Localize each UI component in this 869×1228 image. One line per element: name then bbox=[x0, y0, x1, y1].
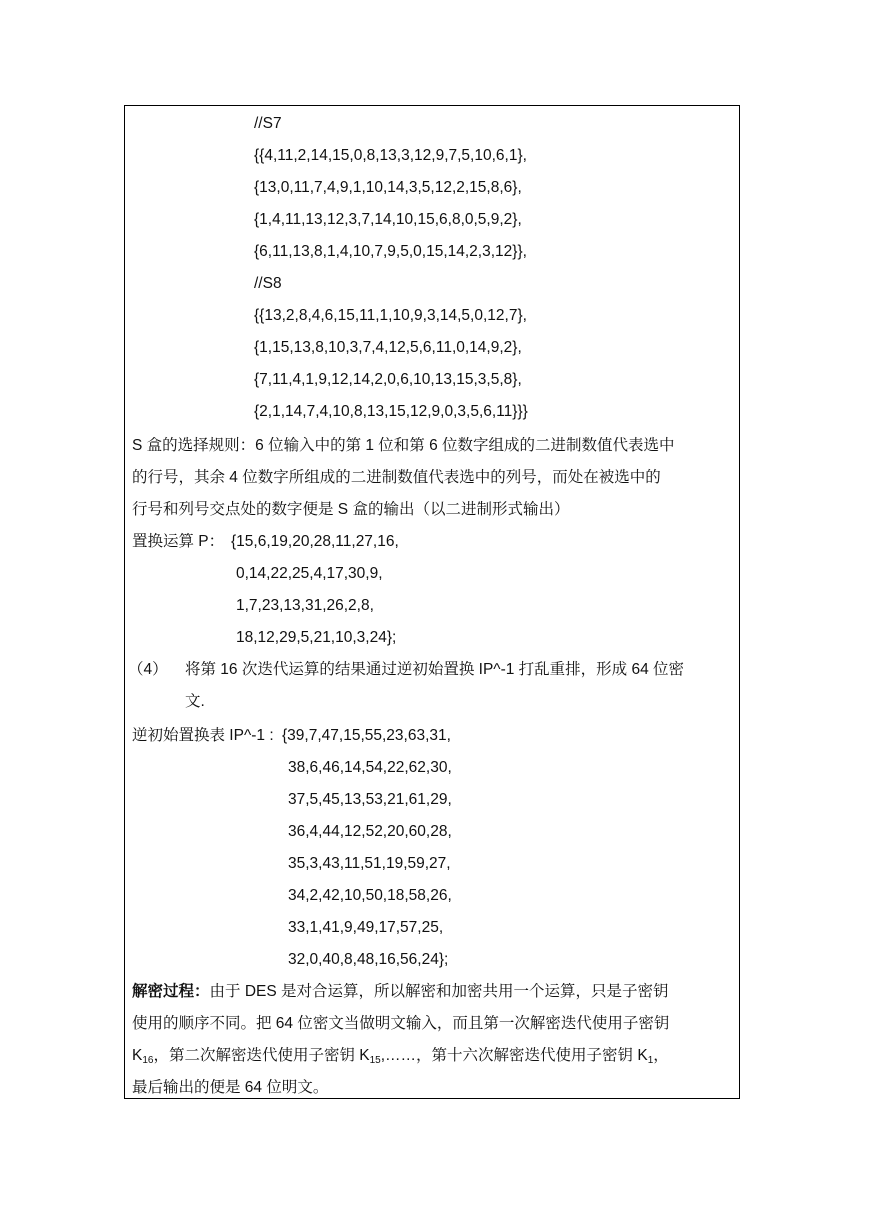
sbox-s7-comment: //S7 bbox=[254, 115, 282, 132]
step4-text-line: 文. bbox=[185, 693, 205, 710]
sbox-s7-row: {13,0,11,7,4,9,1,10,14,3,5,12,2,15,8,6}, bbox=[254, 179, 522, 196]
sbox-s8-row: {7,11,4,1,9,12,14,2,0,6,10,13,15,3,5,8}, bbox=[254, 371, 522, 388]
sbox-s7-row: {{4,11,2,14,15,0,8,13,3,12,9,7,5,10,6,1}, bbox=[254, 147, 527, 164]
inverse-ip-row: 38,6,46,14,54,22,62,30, bbox=[288, 759, 452, 776]
decryption-paragraph-line: 使用的顺序不同。把 64 位密文当做明文输入，而且第一次解密迭代使用子密钥 bbox=[132, 1015, 670, 1032]
inverse-ip-row: 35,3,43,11,51,19,59,27, bbox=[288, 855, 451, 872]
decryption-text: ， bbox=[653, 1047, 669, 1064]
inverse-ip-row: 37,5,45,13,53,21,61,29, bbox=[288, 791, 452, 808]
decryption-heading: 解密过程： bbox=[132, 983, 210, 1000]
permutation-p-row: 18,12,29,5,21,10,3,24}; bbox=[236, 629, 397, 646]
sbox-s8-row: {{13,2,8,4,6,15,11,1,10,9,3,14,5,0,12,7}, bbox=[254, 307, 527, 324]
sbox-s8-row: {1,15,13,8,10,3,7,4,12,5,6,11,0,14,9,2}, bbox=[254, 339, 522, 356]
inverse-ip-row: 36,4,44,12,52,20,60,28, bbox=[288, 823, 452, 840]
inverse-ip-row: {39,7,47,15,55,23,63,31, bbox=[282, 727, 451, 744]
sbox-rule-line: 行号和列号交点处的数字便是 S 盒的输出（以二进制形式输出） bbox=[132, 501, 570, 518]
decryption-paragraph-line: 最后输出的便是 64 位明文。 bbox=[132, 1079, 329, 1096]
sbox-s7-row: {1,4,11,13,12,3,7,14,10,15,6,8,0,5,9,2}, bbox=[254, 211, 522, 228]
inverse-ip-label: 逆初始置换表 IP^-1 : bbox=[132, 727, 274, 744]
permutation-p-row: 1,7,23,13,31,26,2,8, bbox=[236, 597, 374, 614]
inverse-ip-row: 33,1,41,9,49,17,57,25, bbox=[288, 919, 444, 936]
decryption-paragraph-line bbox=[132, 982, 669, 1002]
sbox-s7-row: {6,11,13,8,1,4,10,7,9,5,0,15,14,2,3,12}}, bbox=[254, 243, 527, 260]
subkey-k-letter: K bbox=[132, 1047, 143, 1064]
sbox-s8-row: {2,1,14,7,4,10,8,13,15,12,9,0,3,5,6,11}}} bbox=[254, 403, 528, 420]
sbox-rule-line: S 盒的选择规则：6 位输入中的第 1 位和第 6 位数字组成的二进制数值代表选中 bbox=[132, 437, 675, 454]
sbox-rule-line: 的行号，其余 4 位数字所组成的二进制数值代表选中的列号，而处在被选中的 bbox=[132, 469, 661, 486]
step4-text-line: 将第 16 次迭代运算的结果通过逆初始置换 IP^-1 打乱重排，形成 64 位密 bbox=[185, 661, 685, 678]
decryption-text: 由于 DES 是对合运算，所以解密和加密共用一个运算，只是子密钥 bbox=[209, 983, 669, 1000]
subkey-index: 1 bbox=[647, 1055, 654, 1066]
permutation-p-label: 置换运算 P： bbox=[132, 533, 225, 550]
decryption-paragraph-line bbox=[132, 1046, 669, 1066]
sbox-s8-comment: //S8 bbox=[254, 275, 282, 292]
inverse-ip-row: 34,2,42,10,50,18,58,26, bbox=[288, 887, 452, 904]
subkey-index: 16 bbox=[142, 1055, 154, 1066]
inverse-ip-row: 32,0,40,8,48,16,56,24}; bbox=[288, 951, 449, 968]
step4-number: （4） bbox=[128, 661, 168, 678]
permutation-p-row: {15,6,19,20,28,11,27,16, bbox=[231, 533, 399, 550]
permutation-p-row: 0,14,22,25,4,17,30,9, bbox=[236, 565, 383, 582]
decryption-text: ,……，第十六次解密迭代使用子密钥 K bbox=[380, 1047, 648, 1064]
subkey-index: 15 bbox=[369, 1055, 381, 1066]
decryption-text: ，第二次解密迭代使用子密钥 K bbox=[153, 1047, 370, 1064]
